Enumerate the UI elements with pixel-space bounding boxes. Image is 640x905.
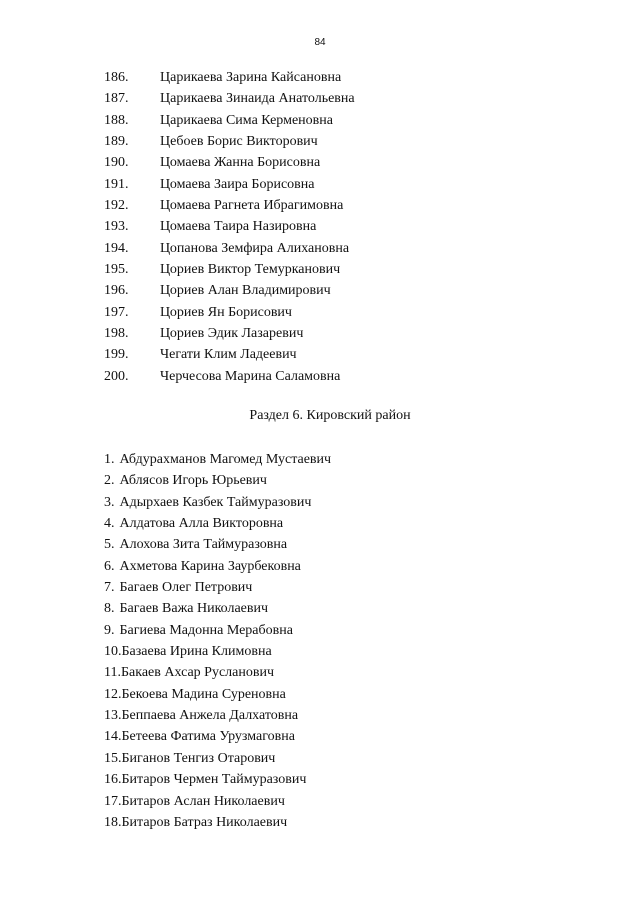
list-item-name: Багаев Важа Николаевич (119, 601, 269, 617)
list-item-number: 193. (104, 219, 129, 235)
list-item-number: 12. (104, 686, 122, 702)
list-item-number: 15. (104, 750, 122, 766)
list-item-number: 198. (104, 326, 129, 342)
list-item-number: 3. (104, 494, 115, 510)
list-item (104, 492, 331, 513)
list-item (104, 791, 331, 812)
list-item-number: 188. (104, 112, 129, 128)
list-item-number: 5. (104, 537, 115, 553)
list-item (0, 131, 640, 152)
list-item-name: Биганов Тенгиз Отарович (121, 750, 276, 766)
list-item (0, 67, 640, 88)
list-item-number: 200. (104, 368, 129, 384)
list-item (104, 705, 331, 726)
list-item-name: Бакаев Ахсар Русланович (120, 665, 275, 681)
list-item (104, 513, 331, 534)
list-item (0, 174, 640, 195)
list-item-name: Цопанова Земфира Алихановна (160, 240, 350, 256)
list-item (104, 726, 331, 747)
list-item-name: Алохова Зита Таймуразовна (119, 537, 288, 553)
list-item-number: 189. (104, 134, 129, 150)
list-item-name: Бетеева Фатима Урузмаговна (121, 729, 295, 745)
list-item-name: Алдатова Алла Викторовна (119, 516, 284, 532)
page-number: 84 (314, 37, 326, 48)
list-item (104, 641, 331, 662)
list-item-number: 6. (104, 558, 115, 574)
list-item (0, 152, 640, 173)
list-item (104, 577, 331, 598)
list-item-number: 187. (104, 91, 129, 107)
list-item-number: 191. (104, 176, 129, 192)
name-list-continued (0, 67, 640, 387)
list-item-name: Цомаева Жанна Борисовна (160, 155, 321, 171)
list-item-number: 186. (104, 70, 129, 85)
list-item-number: 199. (104, 347, 129, 363)
list-item-number: 13. (104, 708, 122, 724)
list-item (0, 216, 640, 237)
list-item-name: Цомаева Рагнета Ибрагимовна (160, 198, 344, 214)
list-item-name: Царикаева Зарина Кайсановна (160, 70, 342, 85)
list-item (0, 259, 640, 280)
section-title: Раздел 6. Кировский район (249, 408, 411, 423)
list-item (0, 88, 640, 109)
list-item-name: Черчесова Марина Саламовна (160, 368, 341, 384)
list-item (0, 302, 640, 323)
list-item-name: Цориев Ян Борисович (160, 304, 292, 320)
list-item-number: 7. (104, 580, 115, 596)
list-item (0, 323, 640, 344)
list-item-name: Битаров Аслан Николаевич (121, 793, 285, 809)
list-item (0, 238, 640, 259)
list-item-name: Адырхаев Казбек Таймуразович (119, 494, 312, 510)
list-item-number: 2. (104, 473, 115, 489)
list-item-number: 4. (104, 516, 115, 532)
list-item-number: 194. (104, 240, 129, 256)
list-item-name: Царикаева Сима Керменовна (160, 112, 333, 128)
list-item-name: Абдурахманов Магомед Мустаевич (119, 452, 332, 467)
list-item (104, 556, 331, 577)
list-item (104, 449, 331, 470)
list-item-name: Цориев Эдик Лазаревич (160, 326, 304, 342)
list-item (104, 534, 331, 555)
list-item-name: Цомаева Заира Борисовна (160, 176, 315, 192)
list-item (104, 684, 331, 705)
list-item-name: Цориев Виктор Темурканович (160, 262, 341, 278)
list-item-name: Битаров Батраз Николаевич (121, 814, 288, 830)
list-item-name: Битаров Чермен Таймуразович (121, 772, 307, 788)
list-item-number: 11. (104, 665, 121, 681)
list-item (0, 366, 640, 387)
list-item-name: Цориев Алан Владимирович (160, 283, 331, 299)
list-item-name: Цомаева Таира Назировна (160, 219, 317, 235)
list-item-name: Царикаева Зинаида Анатольевна (160, 91, 355, 107)
list-item-name: Чегати Клим Ладеевич (160, 347, 297, 363)
list-item (104, 598, 331, 619)
list-item-number: 14. (104, 729, 122, 745)
list-item (104, 769, 331, 790)
list-item-number: 190. (104, 155, 129, 171)
list-item (0, 195, 640, 216)
list-item-number: 196. (104, 283, 129, 299)
list-item (104, 748, 331, 769)
list-item-number: 10. (104, 644, 122, 660)
list-item (0, 280, 640, 301)
list-item-number: 192. (104, 198, 129, 214)
list-item (0, 344, 640, 365)
list-item-number: 17. (104, 793, 122, 809)
list-item-name: Ахметова Карина Заурбековна (119, 558, 301, 574)
list-item-name: Аблясов Игорь Юрьевич (119, 473, 267, 489)
list-item-number: 8. (104, 601, 115, 617)
list-item-name: Беппаева Анжела Далхатовна (121, 708, 299, 724)
list-item-number: 9. (104, 622, 115, 638)
list-item-number: 18. (104, 814, 122, 830)
name-list-kirovsky (104, 449, 331, 833)
list-item-number: 1. (104, 452, 115, 467)
list-item-number: 197. (104, 304, 129, 320)
list-item (104, 620, 331, 641)
list-item-name: Бекоева Мадина Суреновна (121, 686, 286, 702)
list-item (104, 470, 331, 491)
list-item (0, 110, 640, 131)
list-item-name: Цебоев Борис Викторович (160, 134, 318, 150)
list-item-number: 16. (104, 772, 122, 788)
list-item-name: Багаев Олег Петрович (119, 580, 253, 596)
list-item-name: Багиева Мадонна Мерабовна (119, 622, 293, 638)
list-item (104, 662, 331, 683)
list-item (104, 812, 331, 833)
list-item-number: 195. (104, 262, 129, 278)
list-item-name: Базаева Ирина Климовна (121, 644, 272, 660)
